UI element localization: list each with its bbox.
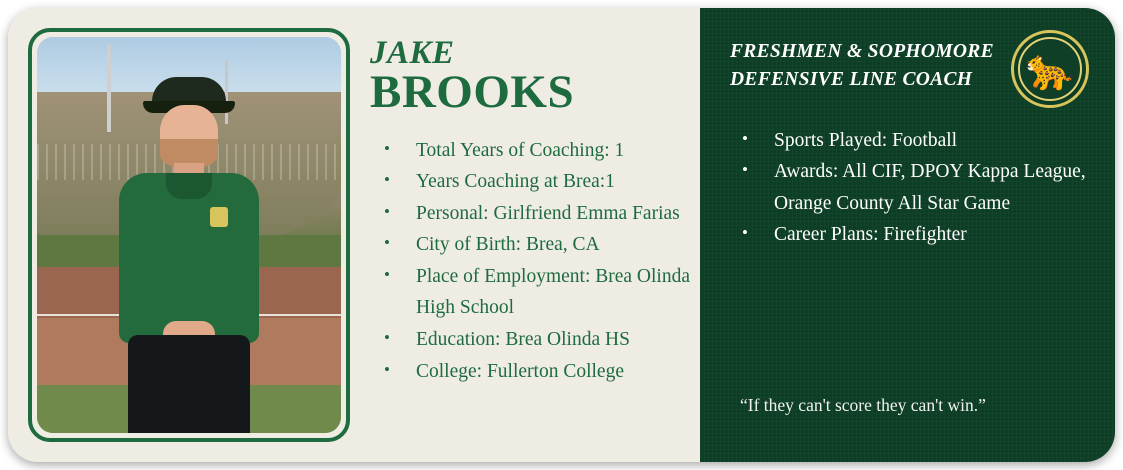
list-item: • Personal: Girlfriend Emma Farias xyxy=(370,198,690,230)
coach-photo xyxy=(37,37,341,433)
photo-frame xyxy=(28,28,350,442)
coach-last-name: BROOKS xyxy=(370,65,575,118)
coach-quote: “If they can't score they can't win.” xyxy=(740,395,986,415)
coach-profile-card xyxy=(8,8,1115,462)
right-panel xyxy=(700,8,1115,462)
photo-pants xyxy=(128,335,250,433)
list-item: • Place of Employment: Brea Olinda High School xyxy=(370,261,690,324)
list-item: • Total Years of Coaching: 1 xyxy=(370,135,690,167)
coach-role-title: FRESHMEN & SOPHOMORE DEFENSIVE LINE COACH xyxy=(730,41,994,91)
list-item: • Awards: All CIF, DPOY Kappa League, Orange County All Star Game xyxy=(730,156,1089,219)
photo-coach-figure xyxy=(114,77,264,433)
list-item: • College: Fullerton College xyxy=(370,356,690,388)
list-item: • Years Coaching at Brea:1 xyxy=(370,166,690,198)
left-panel xyxy=(8,8,700,462)
list-item: • Sports Played: Football xyxy=(730,125,1089,157)
coach-achievements-list xyxy=(730,125,1089,251)
list-item: • City of Birth: Brea, CA xyxy=(370,229,690,261)
coach-facts-list xyxy=(370,135,690,388)
coach-name-block xyxy=(370,36,690,387)
photo-light-pole xyxy=(107,45,111,132)
coach-first-name: JAKE xyxy=(370,35,455,71)
wildcat-head-icon: 🐆 xyxy=(1025,47,1075,93)
wildcat-logo-icon xyxy=(1011,30,1089,108)
list-item: • Education: Brea Olinda HS xyxy=(370,324,690,356)
list-item: • Career Plans: Firefighter xyxy=(730,219,1089,251)
photo-collar xyxy=(166,173,212,199)
photo-shirt-logo xyxy=(210,207,228,227)
